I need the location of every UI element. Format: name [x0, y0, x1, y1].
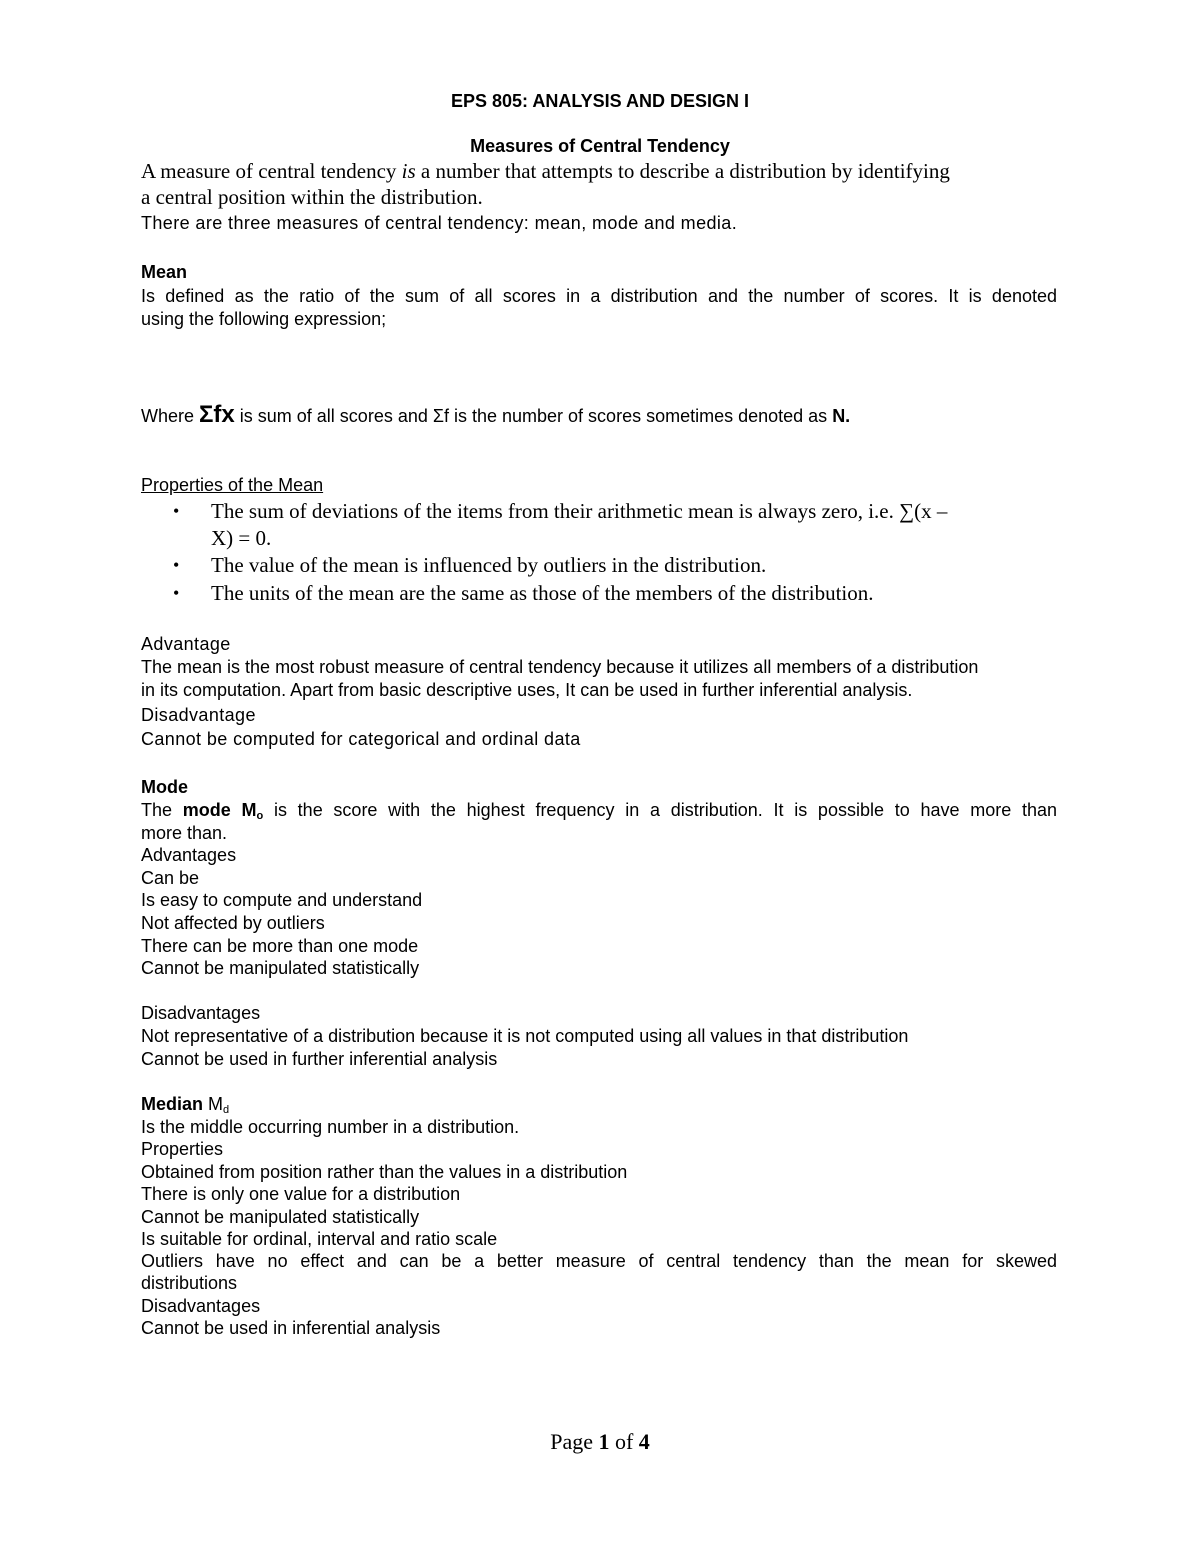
median-property-item: Is suitable for ordinal, interval and ratio scale	[141, 1229, 498, 1249]
bullet-icon: •	[173, 501, 180, 521]
median-definition: Is the middle occurring number in a distribution.	[141, 1117, 520, 1137]
mean-disadvantage-heading: Disadvantage	[141, 705, 256, 725]
median-disadvantages-heading: Disadvantages	[141, 1296, 261, 1316]
mean-where-line: Where Σfx is sum of all scores and Σf is the number of scores sometimes denoted as N.	[141, 401, 851, 428]
mode-disadvantage-item: Cannot be used in further inferential analysis	[141, 1049, 498, 1069]
mean-properties-heading: Properties of the Mean	[141, 475, 324, 495]
median-disadvantage-item: Cannot be used in inferential analysis	[141, 1318, 441, 1338]
bullet-icon: •	[173, 583, 180, 603]
median-outliers-line-1: Outliers have no effect and can be a better measure of central tendency than the mean for skewed	[141, 1251, 1057, 1271]
mode-definition-line-2: more than.	[141, 823, 228, 843]
mean-heading: Mean	[141, 262, 188, 282]
mean-property-3: The units of the mean are the same as those of the members of the distribution.	[211, 581, 874, 605]
median-heading: Median $M_d$	[141, 1094, 230, 1116]
mean-property-1-line-2: X) = 0.	[211, 526, 272, 550]
median-properties-heading: Properties	[141, 1139, 224, 1159]
mean-advantage-line-1: The mean is the most robust measure of central tendency because it utilizes all members of a distribution	[141, 657, 979, 677]
mode-advantage-item: Cannot be manipulated statistically	[141, 958, 420, 978]
mode-advantage-item: There can be more than one mode	[141, 936, 419, 956]
sigma-fx-symbol: Σfx	[199, 401, 235, 428]
median-property-item: Obtained from position rather than the values in a distribution	[141, 1162, 628, 1182]
mode-advantage-item: Can be	[141, 868, 200, 888]
mean-definition-line-1: Is defined as the ratio of the sum of all scores in a distribution and the number of scores. It is denoted	[141, 286, 1057, 306]
current-page-number: 1	[598, 1429, 610, 1454]
mode-definition-line-1: The mode $M_o$ is the score with the highest frequency in a distribution. It is possible to have more than	[141, 800, 1057, 822]
median-outliers-line-2: distributions	[141, 1273, 238, 1293]
page-footer: Page 1 of 4	[550, 1429, 650, 1454]
total-page-count: 4	[638, 1429, 650, 1454]
mean-disadvantage-text: Cannot be computed for categorical and ordinal data	[141, 729, 581, 749]
mean-definition-line-2: using the following expression;	[141, 309, 387, 329]
mode-disadvantage-item: Not representative of a distribution because it is not computed using all values in that distribution	[141, 1026, 909, 1046]
mode-advantages-heading: Advantages	[141, 845, 237, 865]
mean-property-1-line-1: The sum of deviations of the items from their arithmetic mean is always zero, i.e. ∑(x –	[211, 499, 948, 523]
median-property-item: There is only one value for a distribution	[141, 1184, 461, 1204]
mode-advantage-item: Is easy to compute and understand	[141, 890, 423, 910]
mean-property-2: The value of the mean is influenced by outliers in the distribution.	[211, 553, 767, 577]
document-title: EPS 805: ANALYSIS AND DESIGN I	[450, 91, 750, 111]
intro-line-1: A measure of central tendency is a number that attempts to describe a distribution by identifying	[141, 159, 950, 183]
section-title: Measures of Central Tendency	[470, 136, 730, 156]
mode-heading: Mode	[141, 777, 188, 797]
mean-advantage-heading: Advantage	[141, 634, 231, 654]
bullet-icon: •	[173, 555, 180, 575]
median-property-item: Cannot be manipulated statistically	[141, 1207, 420, 1227]
mode-disadvantages-heading: Disadvantages	[141, 1003, 261, 1023]
mean-advantage-line-2: in its computation. Apart from basic descriptive uses, It can be used in further inferential analysis.	[141, 680, 913, 700]
intro-line-2: a central position within the distribution.	[141, 185, 483, 209]
intro-line-3: There are three measures of central tendency: mean, mode and media.	[141, 213, 738, 233]
mode-advantage-item: Not affected by outliers	[141, 913, 325, 933]
